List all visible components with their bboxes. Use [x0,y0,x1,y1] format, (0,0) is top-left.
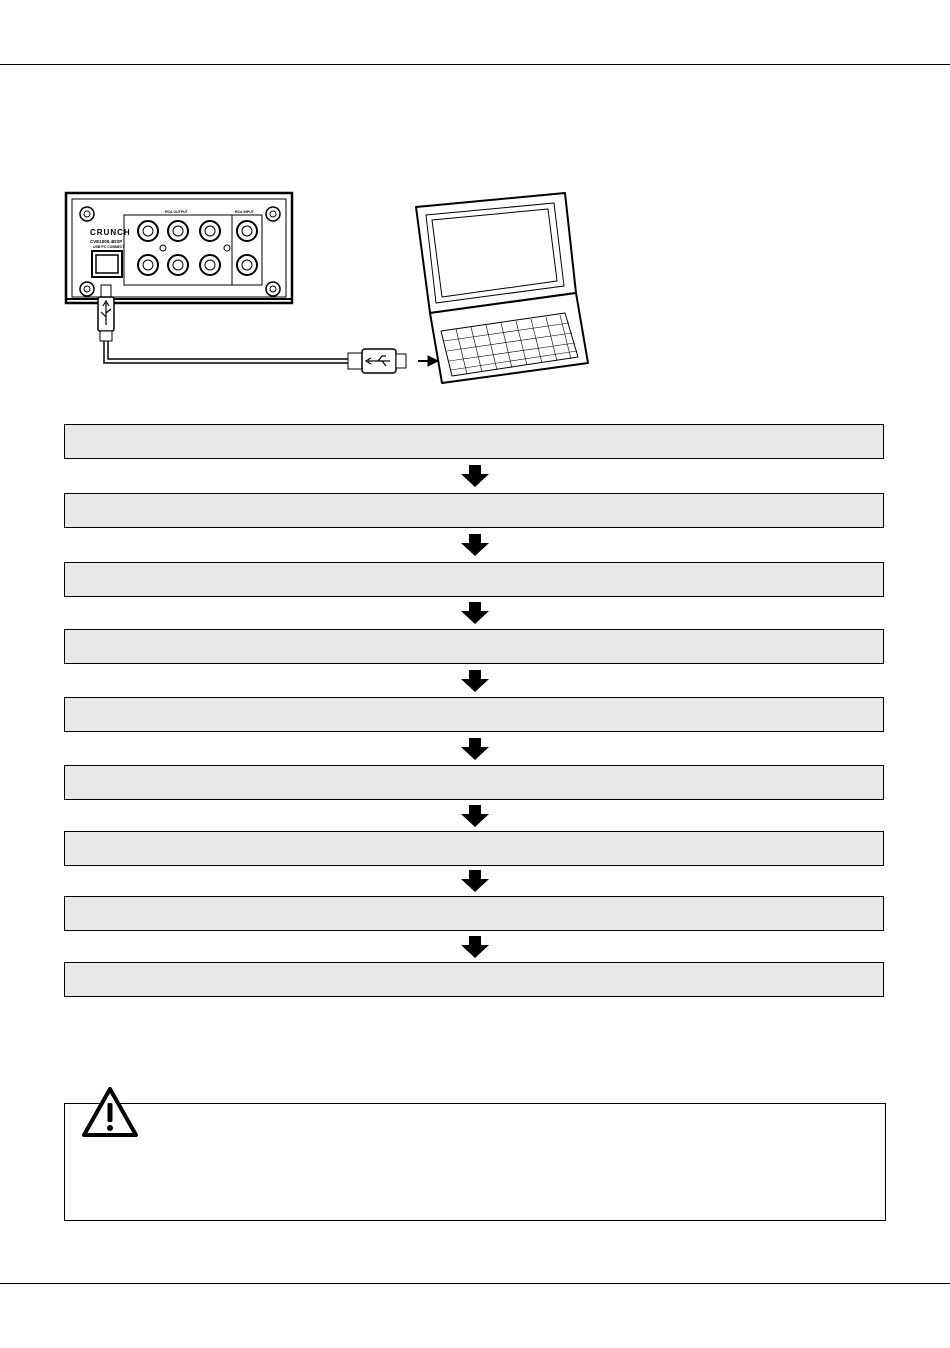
flow-step-6 [64,765,884,800]
footer-rule [0,1283,950,1284]
flow-step-4 [64,629,884,664]
header-rule [0,64,950,65]
flow-step-7 [64,831,884,866]
down-arrow-icon [461,936,489,958]
usb-port-label: USB PC CONNECT [93,245,125,249]
down-arrow-icon [461,534,489,556]
rca-input-label: RCA INPUT [235,210,254,214]
flow-step-3 [64,562,884,597]
rca-output-label: RCA OUTPUT [165,210,188,214]
warning-triangle-icon [81,1086,139,1138]
down-arrow-icon [461,738,489,760]
flow-step-2 [64,493,884,528]
flow-step-5 [64,697,884,732]
usb-symbol-icon [101,301,390,366]
down-arrow-icon [461,805,489,827]
amplifier-labels [90,210,255,249]
brand-label: CRUNCH [90,228,131,237]
down-arrow-icon [461,465,489,487]
model-label: CVE1000.4DSP [90,239,123,244]
down-arrow-icon [461,670,489,692]
down-arrow-icon [461,602,489,624]
down-arrow-icon [461,870,489,892]
usb-connection-diagram [60,185,620,395]
flow-step-9 [64,962,884,997]
flow-step-1 [64,424,884,459]
flow-step-8 [64,896,884,931]
warning-box [64,1103,886,1221]
laptop-icon [416,193,588,383]
